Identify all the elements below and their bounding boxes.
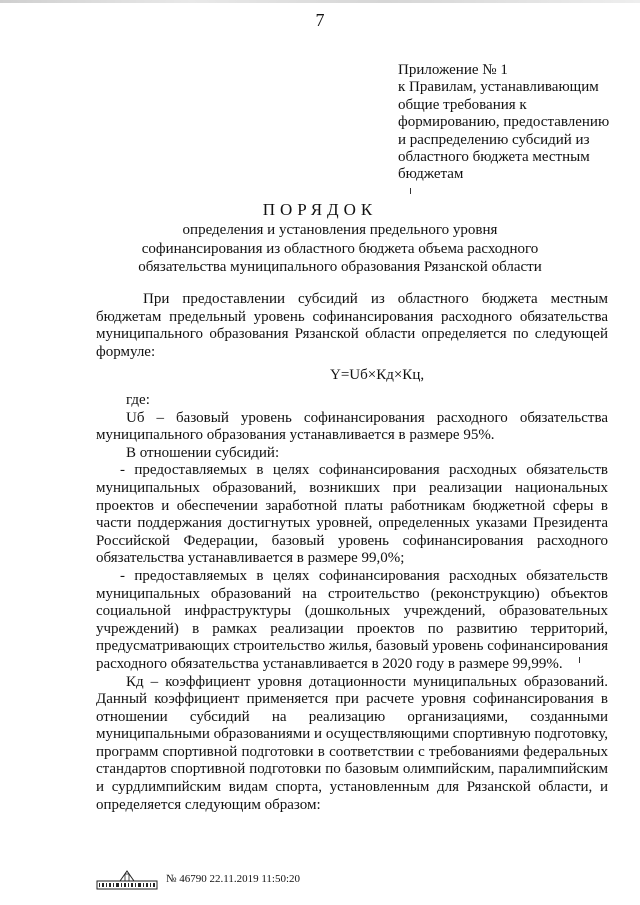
registration-stamp-text: № 46790 22.11.2019 11:50:20 [166,873,301,885]
appendix-line: и распределению субсидий из [398,131,590,148]
scan-edge [0,0,640,3]
intro-paragraph [96,291,608,361]
subtitle-line: софинансирования из областного бюджета объема расходного [141,240,539,257]
document-title: ПОРЯДОК [262,200,378,219]
kd-definition: Кд – коэффициент уровня дотационности муниципальных образований. Данный коэффициент применяется при расчете уровня софинансирования в отношении субсидий на реализацию организациями, созданными муниципальными образованиями и осуществляющими спортивную подготовку, программ спортивной подготовки в соответствии с требованиями федеральных стандартов спортивной подготовки по базовым олимпийским, паралимпийским и сурдлимпийским видам спорта, установленным для Рязанской области, и определяется следующим образом: [96,673,608,813]
ub-definition: Uб – базовый уровень софинансирования расходного обязательства муниципального образования устанавливается в размере 95%. [96,409,608,444]
page-number: 7 [315,10,325,30]
appendix-header [398,62,628,184]
document-barcode-stamp-icon [96,868,158,890]
definitions-block [96,392,608,814]
footer [96,868,356,890]
where-label: где: [126,392,150,408]
appendix-line: бюджетам [398,166,464,183]
subtitle-line: определения и установления предельного уровня [182,222,498,238]
bullet-national-projects: - предоставляемых в целях софинансирования расходных обязательств муниципальных образований, возникших при реализации национальных проектов и обеспечении заработной платы работникам бюджетной сферы в части поддержания достигнутых уровней, определенных указами Президента Российской Федерации, базовый уровень софинансирования расходного обязательства устанавливается в размере 99,0%; [96,462,608,567]
scan-mark [579,657,580,663]
intro-text: При предоставлении субсидий из областного бюджета местным бюджетам предельный уровень софинансирования расходного обязательства муниципального образования Рязанской области определяется по следующей формуле: [96,291,608,360]
appendix-line: областного бюджета местным [398,149,590,166]
appendix-line: к Правилам, устанавливающим [398,79,599,96]
appendix-line: общие требования к [398,96,527,113]
document-subtitle [120,221,560,277]
appendix-line: Приложение № 1 [398,62,508,78]
subsidies-intro: В отношении субсидий: [126,444,280,461]
subtitle-line: обязательства муниципального образования Рязанской области [138,259,542,275]
formula: Y=Uб×Кд×Кц, [330,367,425,383]
bullet-social-infrastructure: - предоставляемых в целях софинансирования расходных обязательств муниципальных образований на строительство (реконструкцию) объектов социальной инфраструктуры (дошкольных учреждений, образовательных учреждений) в рамках реализации проектов по развитию территорий, предусматривающих строительство жилья, базовый уровень софинансирования расходного обязательства устанавливается в 2020 году в размере 99,99%. [96,567,608,672]
appendix-line: формированию, предоставлению [398,114,610,131]
scan-mark [410,188,411,194]
